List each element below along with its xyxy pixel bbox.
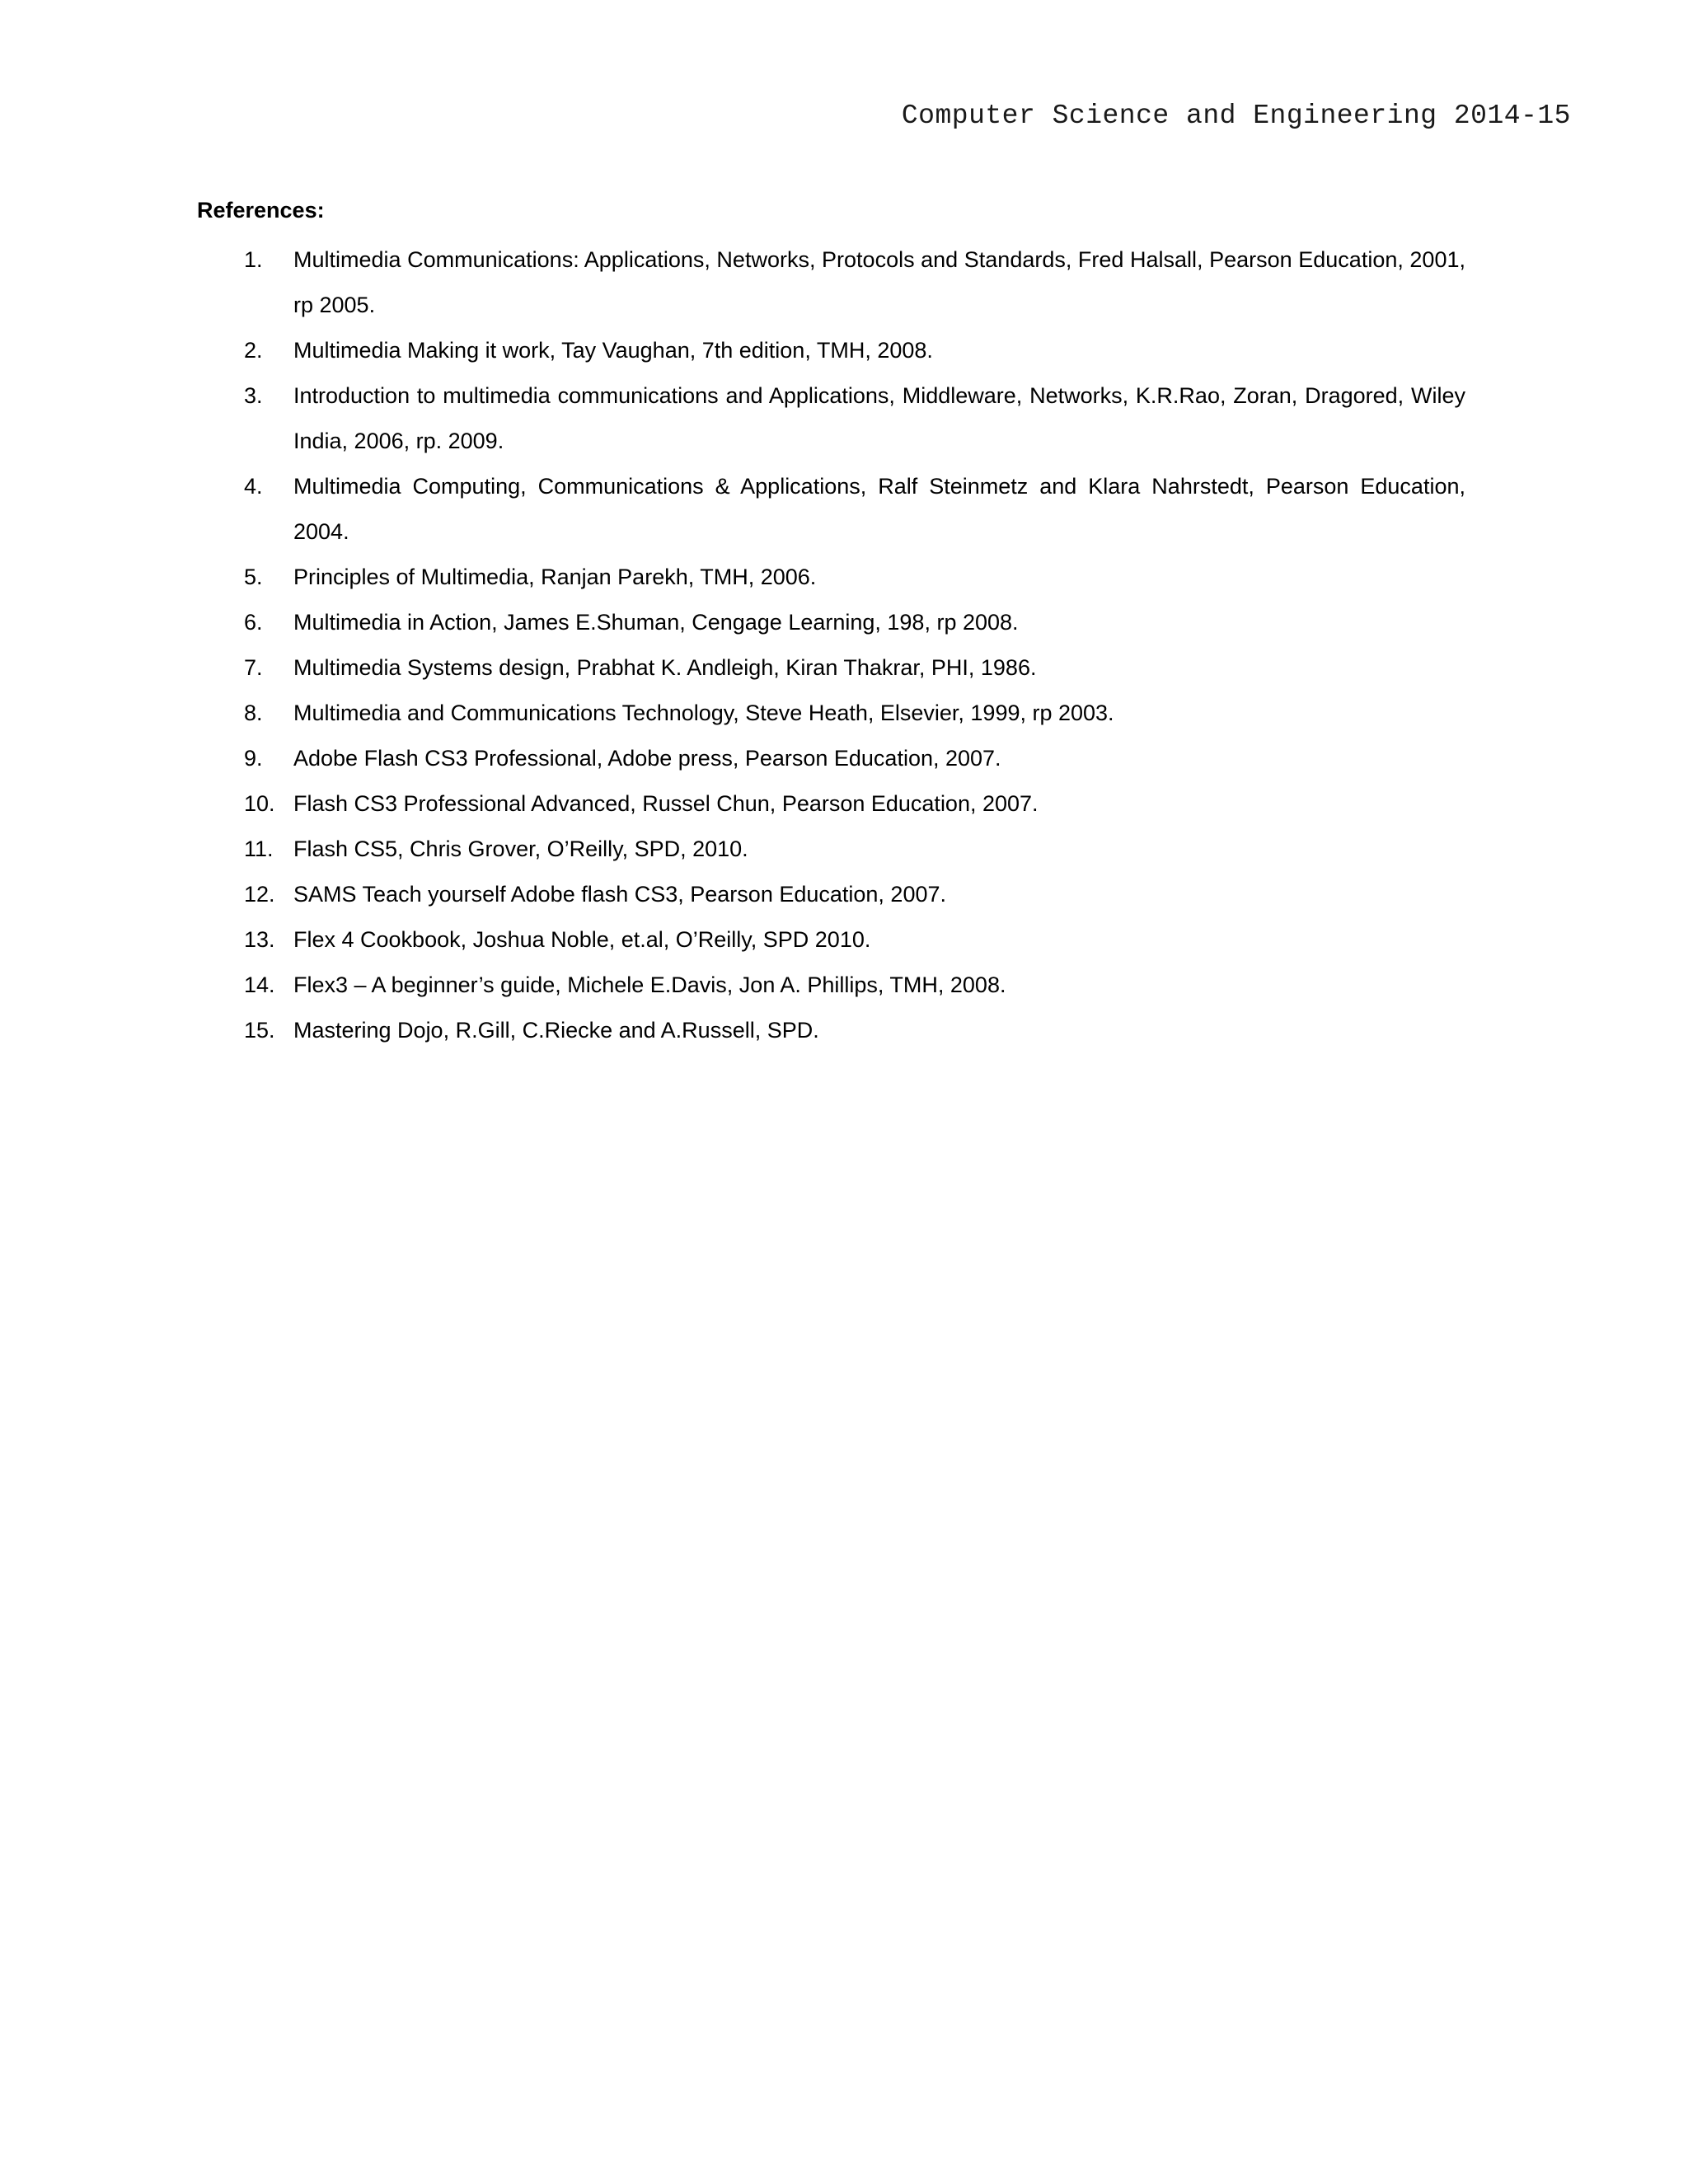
reference-number: 1. <box>244 247 263 272</box>
reference-number: 5. <box>244 565 263 589</box>
reference-text: Multimedia in Action, James E.Shuman, Cengage Learning, 198, rp 2008. <box>293 610 1019 635</box>
reference-text: Multimedia and Communications Technology, Steve Heath, Elsevier, 1999, rp 2003. <box>293 701 1114 725</box>
reference-text: Mastering Dojo, R.Gill, C.Riecke and A.Russell, SPD. <box>293 1018 819 1043</box>
reference-item-15 <box>244 1008 1465 1053</box>
reference-number: 15. <box>244 1018 275 1043</box>
reference-item-14 <box>244 963 1465 1008</box>
reference-number: 11. <box>244 837 274 861</box>
reference-number: 12. <box>244 882 275 907</box>
reference-text: Flex3 – A beginner’s guide, Michele E.Davis, Jon A. Phillips, TMH, 2008. <box>293 972 1006 997</box>
reference-text: Adobe Flash CS3 Professional, Adobe press, Pearson Education, 2007. <box>293 746 1001 771</box>
reference-item-6 <box>244 600 1465 645</box>
reference-item-11 <box>244 827 1465 872</box>
reference-number: 14. <box>244 972 275 997</box>
reference-number: 13. <box>244 927 275 952</box>
reference-item-13 <box>244 917 1465 963</box>
reference-text: Flash CS5, Chris Grover, O’Reilly, SPD, 2010. <box>293 837 748 861</box>
reference-number: 9. <box>244 746 263 771</box>
reference-item-10 <box>244 781 1465 827</box>
reference-text: Flex 4 Cookbook, Joshua Noble, et.al, O’Reilly, SPD 2010. <box>293 927 871 952</box>
reference-text: Introduction to multimedia communications and Applications, Middleware, Networks, K.R.Rao, Zoran, Dragored, Wiley India, 2006, rp. 2009. <box>293 383 1465 453</box>
reference-text: Flash CS3 Professional Advanced, Russel Chun, Pearson Education, 2007. <box>293 791 1039 816</box>
reference-text: Principles of Multimedia, Ranjan Parekh, TMH, 2006. <box>293 565 817 589</box>
reference-text: Multimedia Communications: Applications, Networks, Protocols and Standards, Fred Halsall, Pearson Education, 2001, rp 2005. <box>293 247 1465 317</box>
reference-item-2 <box>244 328 1465 373</box>
reference-number: 7. <box>244 655 263 680</box>
reference-item-9 <box>244 736 1465 781</box>
references-heading: References: <box>197 198 325 223</box>
reference-item-4 <box>244 464 1465 555</box>
reference-item-3 <box>244 373 1465 464</box>
reference-text: Multimedia Making it work, Tay Vaughan, 7th edition, TMH, 2008. <box>293 338 933 363</box>
reference-item-8 <box>244 691 1465 736</box>
reference-number: 3. <box>244 383 263 408</box>
running-header: Computer Science and Engineering 2014-15 <box>901 101 1571 131</box>
reference-item-7 <box>244 645 1465 691</box>
reference-number: 8. <box>244 701 263 725</box>
reference-item-12 <box>244 872 1465 917</box>
reference-number: 4. <box>244 474 263 499</box>
reference-number: 10. <box>244 791 275 816</box>
reference-number: 6. <box>244 610 263 635</box>
references-list <box>244 237 1465 1053</box>
reference-number: 2. <box>244 338 263 363</box>
reference-text: SAMS Teach yourself Adobe flash CS3, Pearson Education, 2007. <box>293 882 946 907</box>
reference-item-5 <box>244 555 1465 600</box>
reference-text: Multimedia Computing, Communications & Applications, Ralf Steinmetz and Klara Nahrstedt, Pearson Education, 2004. <box>293 474 1465 544</box>
reference-item-1 <box>244 237 1465 328</box>
reference-text: Multimedia Systems design, Prabhat K. Andleigh, Kiran Thakrar, PHI, 1986. <box>293 655 1037 680</box>
